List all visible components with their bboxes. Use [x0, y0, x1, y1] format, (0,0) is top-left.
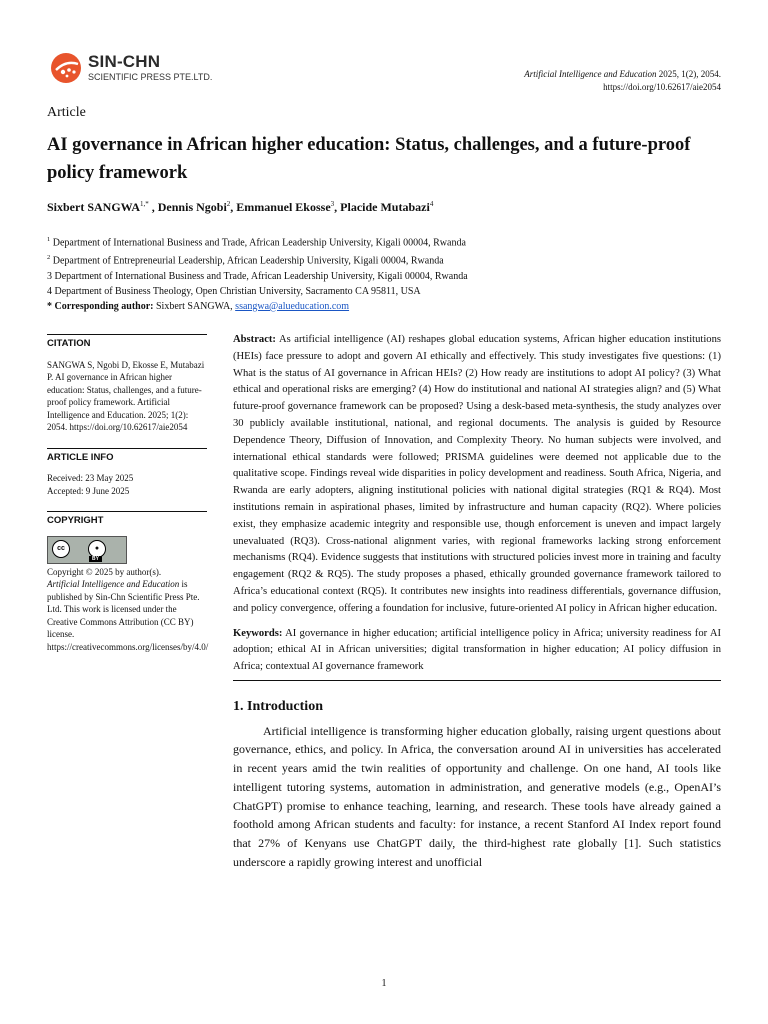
- author-affiliation-marker: 4: [429, 200, 434, 208]
- journal-issue: 2025, 1(2), 2054.: [658, 69, 721, 79]
- author-name: Placide Mutabazi: [340, 200, 430, 214]
- author-affiliation-marker: 1,*: [140, 200, 149, 208]
- article-info-heading: ARTICLE INFO: [47, 448, 207, 465]
- author-name: Sixbert SANGWA: [47, 200, 141, 214]
- abstract: [233, 332, 721, 618]
- affiliation-item: [47, 232, 468, 250]
- affiliation-item: [47, 269, 468, 284]
- affiliation-text: Department of Entrepreneurial Leadership, African Leadership University, Kigali 00004, Rwanda: [50, 255, 444, 267]
- citation-block: [47, 334, 207, 434]
- page-number: 1: [381, 978, 387, 989]
- affiliation-item: [47, 250, 468, 268]
- author-affiliation-marker: 2: [226, 200, 231, 208]
- keywords-label: Keywords:: [233, 627, 283, 639]
- abstract-label: Abstract:: [233, 334, 276, 345]
- paper-title: AI governance in African higher education: Status, challenges, and a future-proof policy framework: [47, 135, 691, 183]
- cc-by-license-badge[interactable]: [47, 536, 127, 564]
- affiliation-text: Department of International Business and Trade, African Leadership University, Kigali 00004, Rwanda: [50, 237, 466, 249]
- corresponding-label: * Corresponding author:: [47, 300, 154, 312]
- affiliation-item: [47, 284, 468, 299]
- corresponding-author: [47, 299, 468, 314]
- author-list: Sixbert $SANGWA^{1,*}$ , Dennis Ngobi$^2$, Emmanuel Ekosse$^3$, Placide Mutabazi$^4$: [47, 200, 434, 214]
- copyright-license-text: [47, 578, 207, 653]
- keywords: [233, 626, 721, 676]
- copyright-block: [47, 511, 207, 653]
- affiliation-text: 4 Department of Business Theology, Open Christian University, Sacramento CA 95811, USA: [47, 285, 421, 297]
- publisher-logo-icon: [50, 52, 84, 84]
- affiliations: [47, 232, 468, 314]
- affiliation-text: 3 Department of International Business and Trade, African Leadership University, Kigali 00004, Rwanda: [47, 270, 468, 282]
- accepted-date: Accepted: 9 June 2025: [47, 485, 130, 496]
- keywords-section: [233, 626, 721, 681]
- keywords-text: AI governance in higher education; artificial intelligence policy in Africa; university readiness for AI adoption; ethical AI in African universities; digital transformation in higher education; AI policy diffusion in Africa; contextual AI governance framework: [233, 627, 721, 673]
- corresponding-email-link[interactable]: ssangwa@alueducation.com: [235, 300, 350, 312]
- main-column: [233, 332, 721, 871]
- copyright-rest: is published by Sin-Chn Scientific Press Pte. Ltd. This work is licensed under the Creative Commons Attribution (CC BY) license. https://creativecommons.org/licenses/by/4.0/: [47, 579, 209, 652]
- article-type: Article: [47, 105, 86, 120]
- corresponding-name: Sixbert SANGWA,: [153, 300, 236, 312]
- author-affiliation-marker: 3: [330, 200, 335, 208]
- copyright-heading: COPYRIGHT: [47, 511, 207, 528]
- journal-doi[interactable]: https://doi.org/10.62617/aie2054: [603, 82, 721, 92]
- journal-name: Artificial Intelligence and Education: [524, 69, 657, 79]
- journal-reference: [524, 68, 721, 94]
- citation-text: SANGWA S, Ngobi D, Ekosse E, Mutabazi P. AI governance in African higher education: Status, challenges, and a future-proof policy framework. Artificial Intelligence and Education. 2025; 1(2): 2054. https://doi.org/10.62617/aie2054: [47, 359, 205, 432]
- introduction-paragraph: Artificial intelligence is transforming higher education globally, raising urgent questions about governance, ethics, and policy. In Africa, the conversation around AI in universities has accelerated in recent years amid the twin realities of opportunity and challenge. On one hand, AI tools like intelligent tutoring systems, automation in administration, and generative models (e.g., OpenAI’s ChatGPT) promise to enhance teaching, learning, and research. These tools have already gained a foothold among African students and faculty: for instance, a recent Stanford AI Index report found that 27% of Kenyans use ChatGPT daily, the third-highest rate globally [1]. Such statistics underscore a rapidly growing interest and unofficial: [233, 723, 721, 869]
- by-label: BY: [89, 556, 102, 562]
- publisher-subtitle: SCIENTIFIC PRESS PTE.LTD.: [88, 72, 213, 82]
- article-info-block: [47, 448, 207, 498]
- received-date: Received: 23 May 2025: [47, 473, 134, 483]
- copyright-line: Copyright © 2025 by author(s).: [47, 566, 162, 577]
- author-name: Dennis Ngobi: [157, 200, 227, 214]
- attribution-person-icon: ●: [88, 540, 106, 558]
- copyright-journal: Artificial Intelligence and Education: [47, 579, 180, 589]
- publisher-name: SIN-CHN: [88, 52, 161, 71]
- abstract-text: As artificial intelligence (AI) reshapes global education systems, African higher education institutions (HEIs) face pressure to adopt and govern AI ethically and effectively. This study investigates five questions: (1) What is the status of AI governance in African HEIs? (2) How ready are institutions to adopt AI policy? (3) What ethical and operational risks are emerging? (4) How do institutional and national AI strategies align? and (5) What future-proof governance framework can be proposed? Using a desk-based meta-synthesis, the study analyzes over 30 publicly available institutional, national, and regional documents. The analysis is guided by Resource Dependence Theory, Diffusion of Innovation, and Complexity Theory. No human subjects were involved, and international ethical standards were followed; PRISMA guidelines were deemed not applicable due to the qualitative scope. Findings reveal wide disparities in policy development and readiness. South Africa, Nigeria, and Rwanda are early adopters, aligning institutional policies with national digital strategies (RQ1 & RQ4). Most institutions remain in aspirational phases, limited by infrastructure and human capacity (RQ2). Where policies exist, they emphasize academic integrity and responsible use, though enforcement is uneven and impact largely unevaluated (RQ3). Cross-national alignment varies, with regional frameworks lacking strong enforcement mechanisms (RQ4). Evidence suggests that institutions with structured policies invest more in training and faculty engagement (RQ2 & RQ5). The study proposes a phased, ethically grounded governance framework tailored to Africa’s educational context (RQ5). It contributes new insights into readiness differentials, governance diffusion, and policy convergence, offering a foundation for inclusive, future-oriented AI policy in African higher education.: [233, 334, 721, 614]
- author-name: Emmanuel Ekosse: [236, 200, 331, 214]
- publisher-logo: [50, 50, 240, 88]
- section-heading-introduction: 1. Introduction: [233, 698, 323, 714]
- affiliation-list: [47, 232, 468, 299]
- sidebar: [47, 334, 207, 667]
- affiliation-marker: 1: [47, 236, 51, 243]
- creative-commons-icon: cc: [52, 540, 70, 558]
- affiliation-marker: 2: [47, 254, 51, 262]
- citation-heading: CITATION: [47, 334, 207, 351]
